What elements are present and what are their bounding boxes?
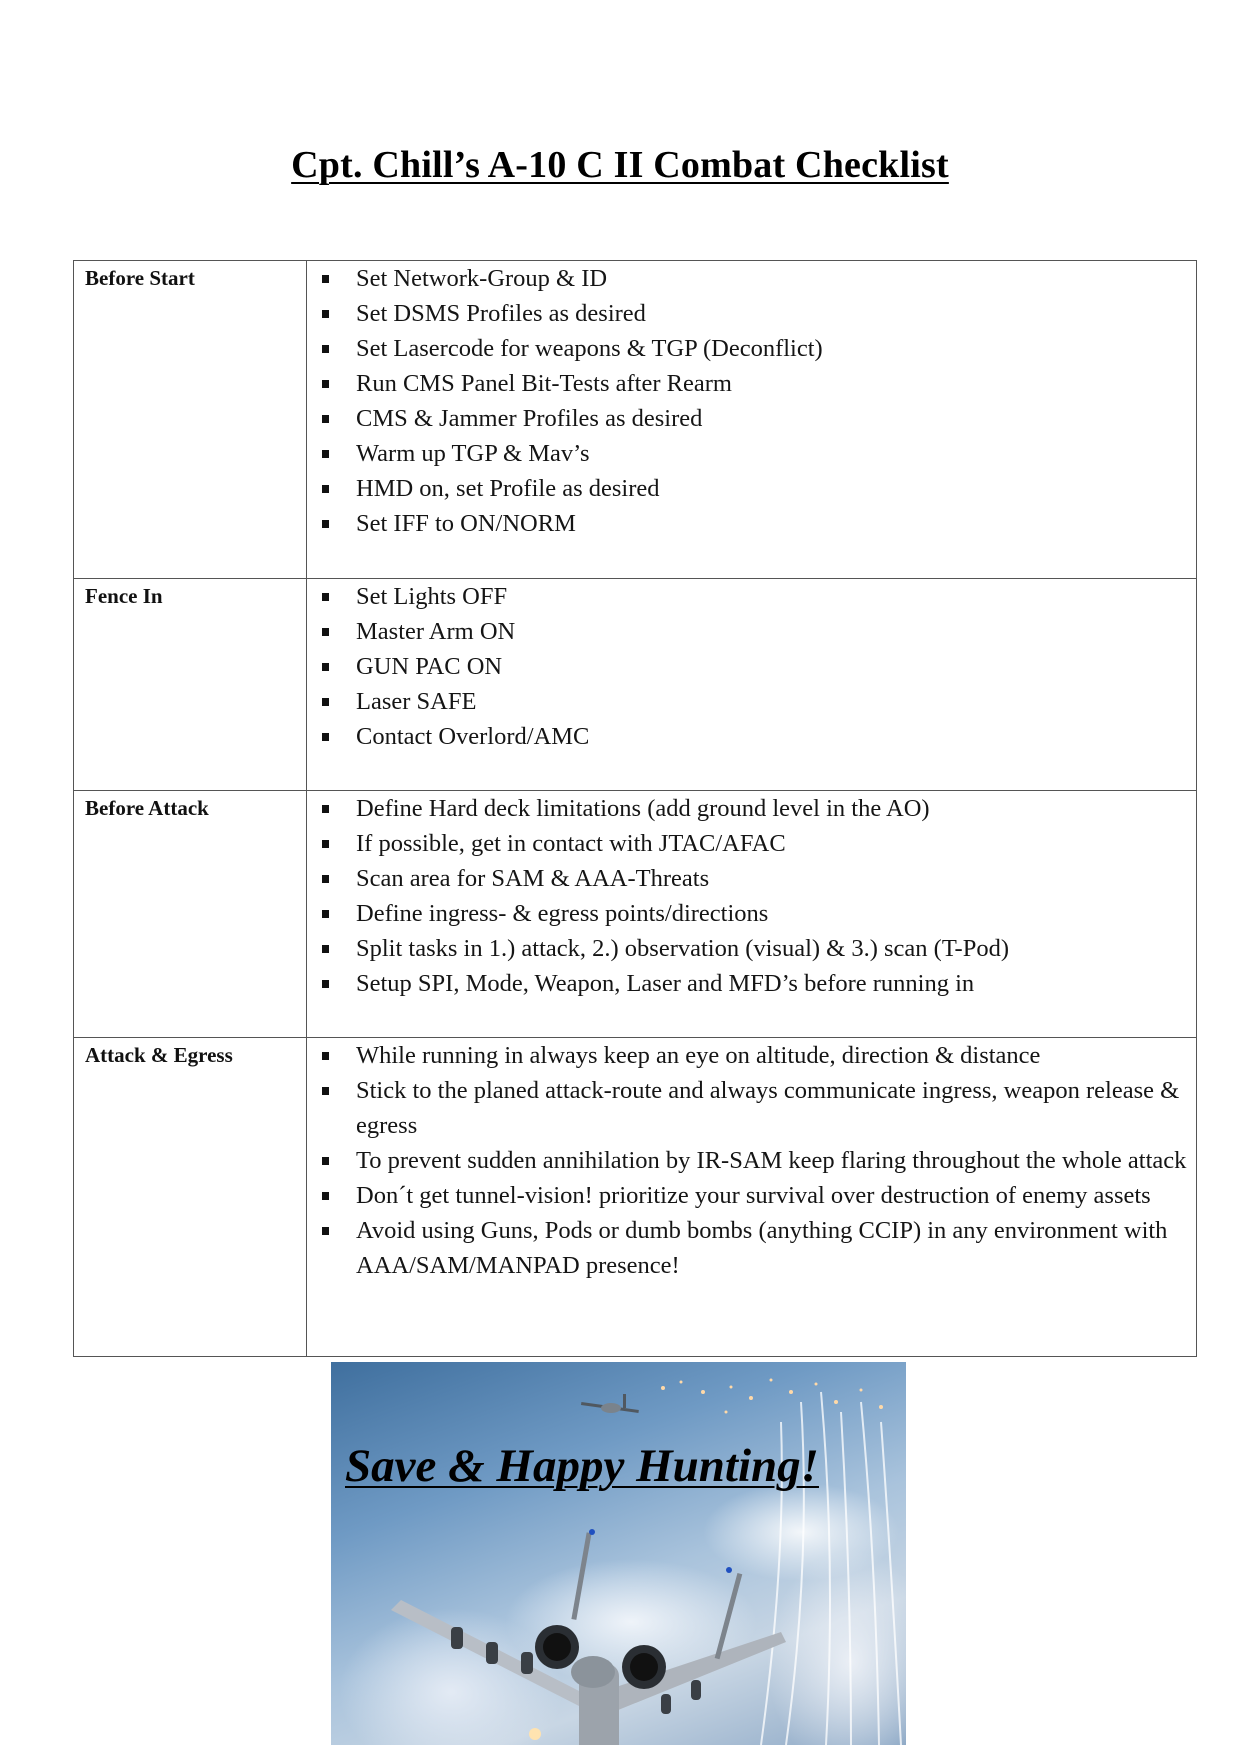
square-bullet-icon [322, 733, 329, 741]
step-item [307, 579, 1188, 614]
square-bullet-icon [322, 628, 329, 636]
step-text: Warm up TGP & Mav’s [356, 440, 590, 467]
step-text: To prevent sudden annihilation by IR-SAM keep flaring throughout the whole attack [356, 1147, 1187, 1174]
step-text: Define Hard deck limitations (add ground level in the AO) [356, 795, 930, 822]
step-text: HMD on, set Profile as desired [356, 475, 660, 502]
step-text: Don´t get tunnel-vision! prioritize your survival over destruction of enemy assets [356, 1182, 1151, 1209]
step-text: Set Lights OFF [356, 583, 508, 610]
square-bullet-icon [322, 1052, 329, 1060]
phase-label: Before Attack [74, 791, 307, 1038]
step-text: Set DSMS Profiles as desired [356, 300, 646, 327]
square-bullet-icon [322, 805, 329, 813]
step-item [307, 471, 1188, 506]
phase-items-cell [307, 579, 1197, 791]
step-text: Avoid using Guns, Pods or dumb bombs (anything CCIP) in any environment with AAA/SAM/MANPAD presence! [356, 1217, 1168, 1279]
step-item [307, 896, 1188, 931]
banner-caption: Save & Happy Hunting! [345, 1440, 819, 1492]
step-text: Define ingress- & egress points/directions [356, 900, 769, 927]
step-text: GUN PAC ON [356, 653, 503, 680]
step-list [307, 791, 1188, 1001]
step-item [307, 331, 1188, 366]
checklist-row-before-start [74, 261, 1197, 579]
phase-label: Attack & Egress [74, 1038, 307, 1357]
step-text: Split tasks in 1.) attack, 2.) observation (visual) & 3.) scan (T-Pod) [356, 935, 1009, 962]
square-bullet-icon [322, 415, 329, 423]
step-item [307, 649, 1188, 684]
step-item [307, 614, 1188, 649]
square-bullet-icon [322, 1227, 329, 1235]
document-title: Cpt. Chill’s A-10 C II Combat Checklist [291, 144, 949, 186]
step-item [307, 296, 1188, 331]
square-bullet-icon [322, 520, 329, 528]
step-item [307, 931, 1188, 966]
square-bullet-icon [322, 310, 329, 318]
phase-items-cell [307, 261, 1197, 579]
step-item [307, 791, 1188, 826]
step-item [307, 366, 1188, 401]
step-text: Laser SAFE [356, 688, 477, 715]
checklist-table [73, 260, 1197, 1357]
square-bullet-icon [322, 450, 329, 458]
step-text: Set IFF to ON/NORM [356, 510, 576, 537]
step-list [307, 261, 1188, 541]
a10-aircraft-illustration-icon [331, 1362, 906, 1745]
banner-image [331, 1362, 906, 1745]
step-item [307, 684, 1188, 719]
checklist-row-attack-egress [74, 1038, 1197, 1357]
square-bullet-icon [322, 875, 329, 883]
square-bullet-icon [322, 980, 329, 988]
square-bullet-icon [322, 1087, 329, 1095]
step-text: While running in always keep an eye on altitude, direction & distance [356, 1042, 1041, 1069]
step-text: Setup SPI, Mode, Weapon, Laser and MFD’s before running in [356, 970, 975, 997]
checklist-row-fence-in [74, 579, 1197, 791]
phase-label: Before Start [74, 261, 307, 579]
square-bullet-icon [322, 593, 329, 601]
square-bullet-icon [322, 380, 329, 388]
step-item [307, 436, 1188, 471]
step-text: Set Network-Group & ID [356, 265, 608, 292]
square-bullet-icon [322, 485, 329, 493]
square-bullet-icon [322, 1192, 329, 1200]
step-item [307, 1178, 1188, 1213]
step-item [307, 1073, 1188, 1143]
checklist-row-before-attack [74, 791, 1197, 1038]
phase-items-cell [307, 1038, 1197, 1357]
step-text: Run CMS Panel Bit-Tests after Rearm [356, 370, 732, 397]
step-item [307, 261, 1188, 296]
square-bullet-icon [322, 698, 329, 706]
step-item [307, 861, 1188, 896]
square-bullet-icon [322, 840, 329, 848]
step-item [307, 506, 1188, 541]
step-text: Contact Overlord/AMC [356, 723, 590, 750]
square-bullet-icon [322, 910, 329, 918]
step-item [307, 1213, 1188, 1283]
step-text: Set Lasercode for weapons & TGP (Deconflict) [356, 335, 823, 362]
step-text: Stick to the planed attack-route and always communicate ingress, weapon release & egress [356, 1077, 1180, 1139]
step-list [307, 579, 1188, 754]
step-item [307, 719, 1188, 754]
square-bullet-icon [322, 945, 329, 953]
square-bullet-icon [322, 1157, 329, 1165]
step-list [307, 1038, 1188, 1283]
step-text: Scan area for SAM & AAA-Threats [356, 865, 710, 892]
step-item [307, 826, 1188, 861]
phase-items-cell [307, 791, 1197, 1038]
square-bullet-icon [322, 345, 329, 353]
step-item [307, 1143, 1188, 1178]
square-bullet-icon [322, 663, 329, 671]
step-item [307, 966, 1188, 1001]
square-bullet-icon [322, 275, 329, 283]
step-text: Master Arm ON [356, 618, 516, 645]
phase-label: Fence In [74, 579, 307, 791]
step-item [307, 1038, 1188, 1073]
step-item [307, 401, 1188, 436]
step-text: CMS & Jammer Profiles as desired [356, 405, 703, 432]
step-text: If possible, get in contact with JTAC/AFAC [356, 830, 786, 857]
